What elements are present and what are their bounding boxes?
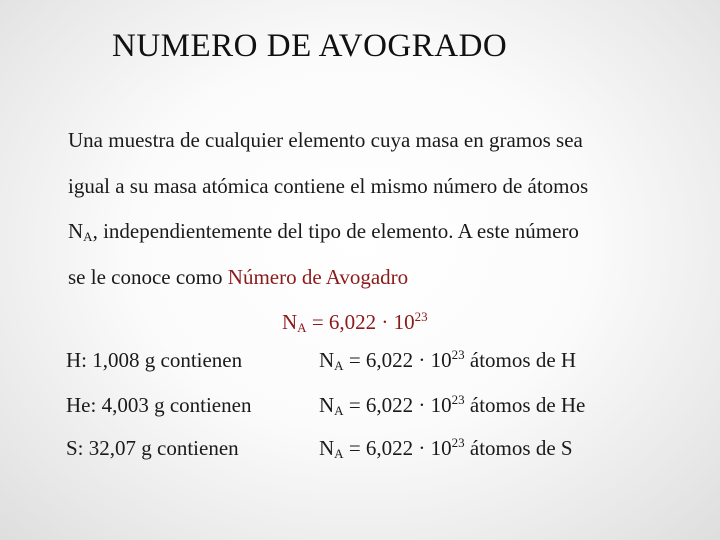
formula-symbol: N <box>282 310 298 334</box>
example-exponent: 23 <box>451 392 465 407</box>
example-symbol: N <box>319 436 335 460</box>
avogadro-symbol: N <box>68 219 84 243</box>
example-exponent: 23 <box>451 347 465 362</box>
example-element-text: S: 32,07 g contienen <box>66 436 239 460</box>
paragraph-line-4-text: se le conoce como <box>68 264 228 289</box>
example-exponent: 23 <box>451 435 465 450</box>
example-element-text: H: 1,008 g contienen <box>66 348 243 372</box>
definition-paragraph <box>68 118 688 300</box>
example-suffix: átomos de He <box>464 393 586 417</box>
paragraph-line-2: igual a su masa atómica contiene el mismo número de átomos <box>68 173 589 198</box>
example-suffix: átomos de H <box>464 348 577 372</box>
example-subscript: A <box>334 403 344 418</box>
example-result <box>319 436 573 461</box>
avogadro-term-highlight: Número de Avogadro <box>227 264 409 289</box>
example-symbol: N <box>319 393 335 417</box>
slide-title: NUMERO DE AVOGRADO <box>112 28 508 64</box>
example-value: = 6,022 · 10 <box>343 393 452 417</box>
formula-exponent: 23 <box>414 309 428 324</box>
formula-subscript: A <box>297 320 307 335</box>
example-value: = 6,022 · 10 <box>343 348 452 372</box>
example-element-text: He: 4,003 g contienen <box>66 393 252 417</box>
example-value: = 6,022 · 10 <box>343 436 452 460</box>
paragraph-line-1: Una muestra de cualquier elemento cuya masa en gramos sea <box>68 128 583 152</box>
example-suffix: átomos de S <box>464 436 573 460</box>
paragraph-line-3 <box>68 209 688 255</box>
example-subscript: A <box>334 446 344 461</box>
formula-value: = 6,022 · 10 <box>306 310 415 334</box>
example-symbol: N <box>319 348 335 372</box>
example-subscript: A <box>334 358 344 373</box>
paragraph-line-4 <box>68 255 688 301</box>
example-result <box>319 393 585 418</box>
example-result <box>319 348 576 373</box>
avogadro-subscript: A <box>83 229 93 244</box>
avogadro-formula <box>282 310 428 335</box>
paragraph-line-3-text: , independientemente del tipo de elemento. A este número <box>92 219 579 243</box>
